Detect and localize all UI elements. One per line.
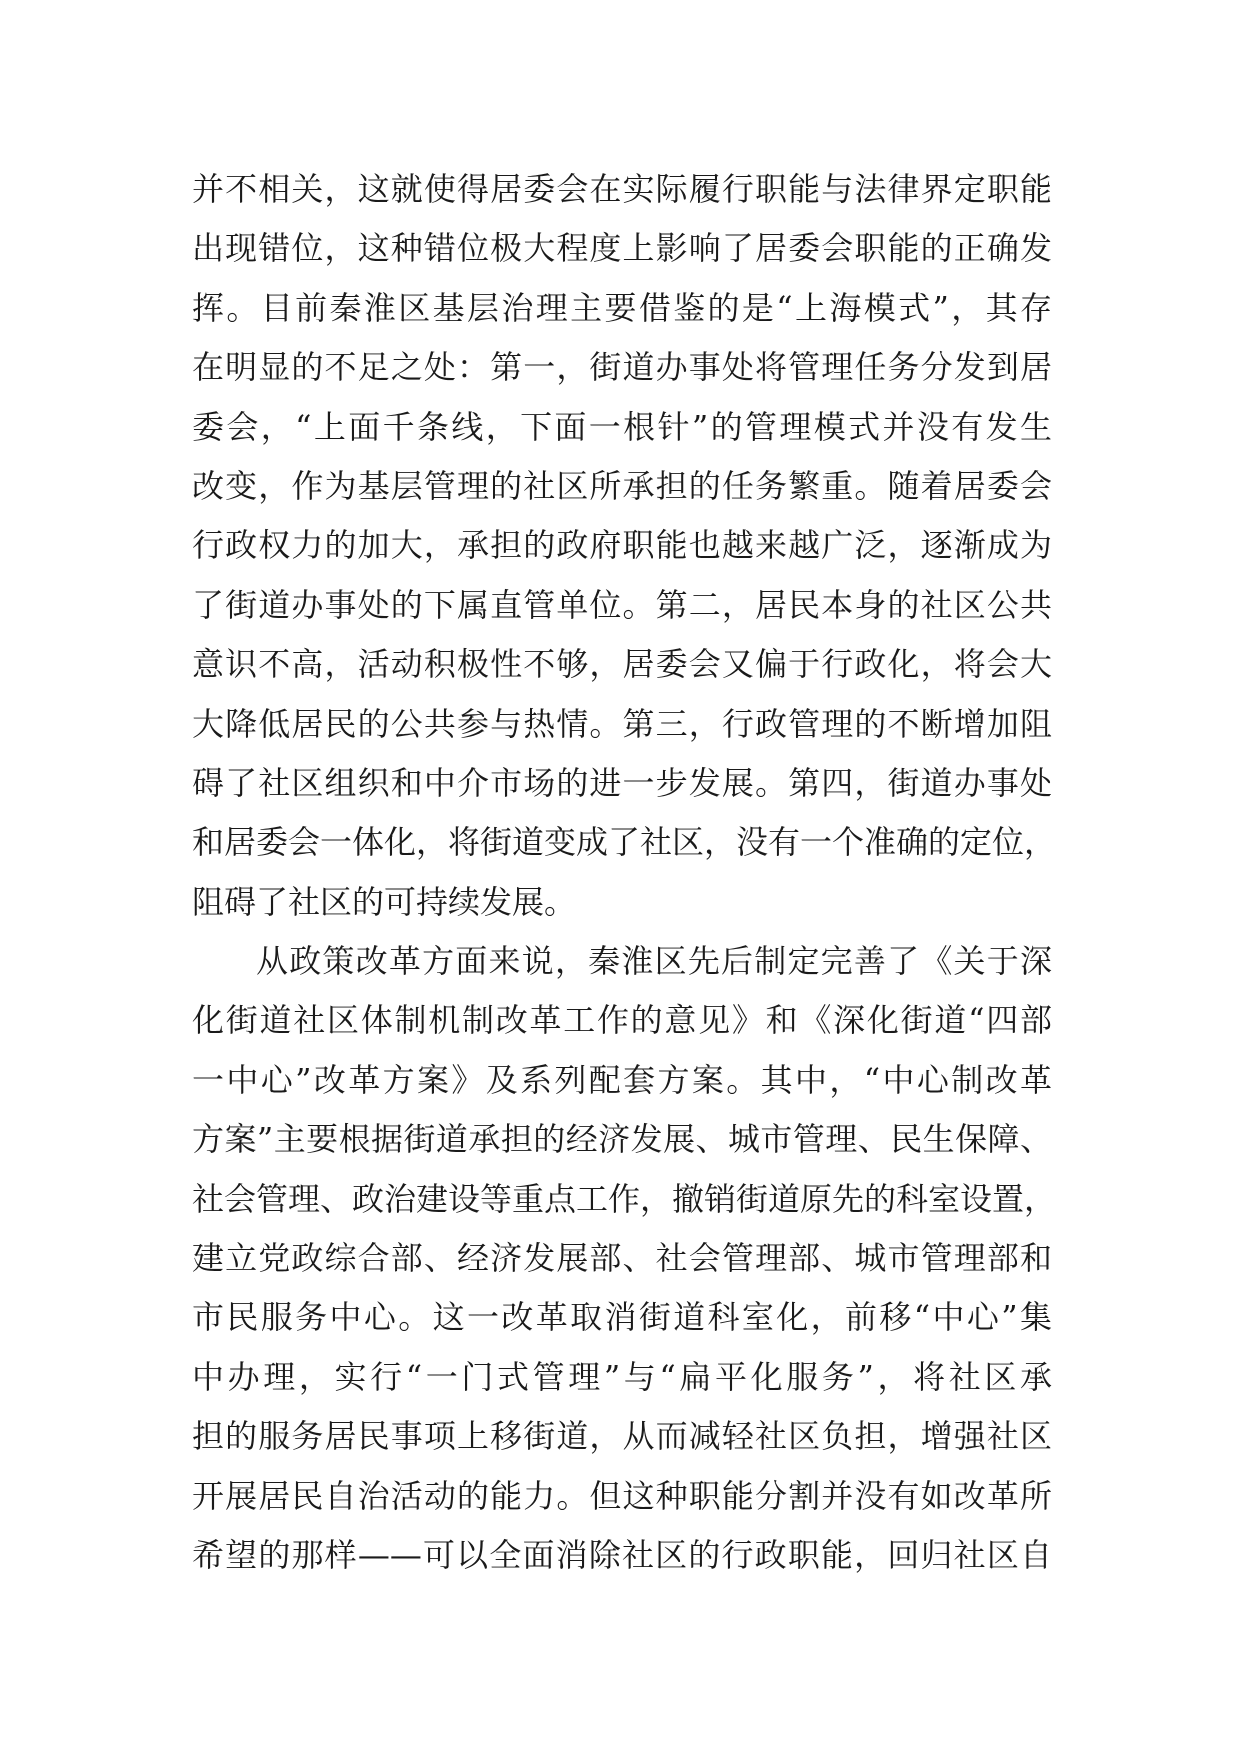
- text-line: 开展居民自治活动的能力。但这种职能分割并没有如改革所: [192, 1476, 1052, 1515]
- text-line: 挥。目前秦淮区基层治理主要借鉴的是“上海模式”，其存: [192, 288, 1052, 327]
- text-line: 意识不高，活动积极性不够，居委会又偏于行政化，将会大: [192, 645, 1052, 684]
- text-line: 在明显的不足之处：第一，街道办事处将管理任务分发到居: [192, 348, 1052, 387]
- text-line: 社会管理、政治建设等重点工作，撤销街道原先的科室设置，: [192, 1179, 1057, 1218]
- text-line: 阻碍了社区的可持续发展。: [192, 882, 577, 921]
- text-line: 改变，作为基层管理的社区所承担的任务繁重。随着居委会: [192, 466, 1052, 505]
- paragraph-2: [192, 932, 1057, 1585]
- text-line: 行政权力的加大，承担的政府职能也越来越广泛，逐渐成为: [192, 526, 1052, 565]
- text-line: 担的服务居民事项上移街道，从而减轻社区负担，增强社区: [192, 1417, 1052, 1456]
- text-line: 了街道办事处的下属直管单位。第二，居民本身的社区公共: [192, 585, 1052, 624]
- text-line: 方案”主要根据街道承担的经济发展、城市管理、民生保障、: [192, 1120, 1052, 1159]
- text-line: 化街道社区体制机制改革工作的意见》和《深化街道“四部: [192, 1001, 1052, 1040]
- text-line: 委会，“上面千条线，下面一根针”的管理模式并没有发生: [192, 407, 1052, 446]
- text-line: 一中心”改革方案》及系列配套方案。其中，“中心制改革: [192, 1060, 1052, 1099]
- text-line: 建立党政综合部、经济发展部、社会管理部、城市管理部和: [192, 1239, 1052, 1278]
- text-line: 大降低居民的公共参与热情。第三，行政管理的不断增加阻: [192, 704, 1052, 743]
- text-line: 希望的那样——可以全面消除社区的行政职能，回归社区自: [192, 1535, 1052, 1574]
- text-line: 中办理，实行“一门式管理”与“扁平化服务”，将社区承: [192, 1357, 1052, 1396]
- text-line: 从政策改革方面来说，秦淮区先后制定完善了《关于深: [256, 942, 1052, 981]
- body-text: [192, 160, 1057, 1585]
- text-line: 出现错位，这种错位极大程度上影响了居委会职能的正确发: [192, 229, 1052, 268]
- paragraph-1: [192, 160, 1057, 932]
- text-line: 并不相关，这就使得居委会在实际履行职能与法律界定职能: [192, 170, 1052, 208]
- text-line: 碍了社区组织和中介市场的进一步发展。第四，街道办事处: [192, 763, 1052, 802]
- text-line: 和居委会一体化，将街道变成了社区，没有一个准确的定位，: [192, 823, 1057, 862]
- text-line: 市民服务中心。这一改革取消街道科室化，前移“中心”集: [192, 1298, 1052, 1337]
